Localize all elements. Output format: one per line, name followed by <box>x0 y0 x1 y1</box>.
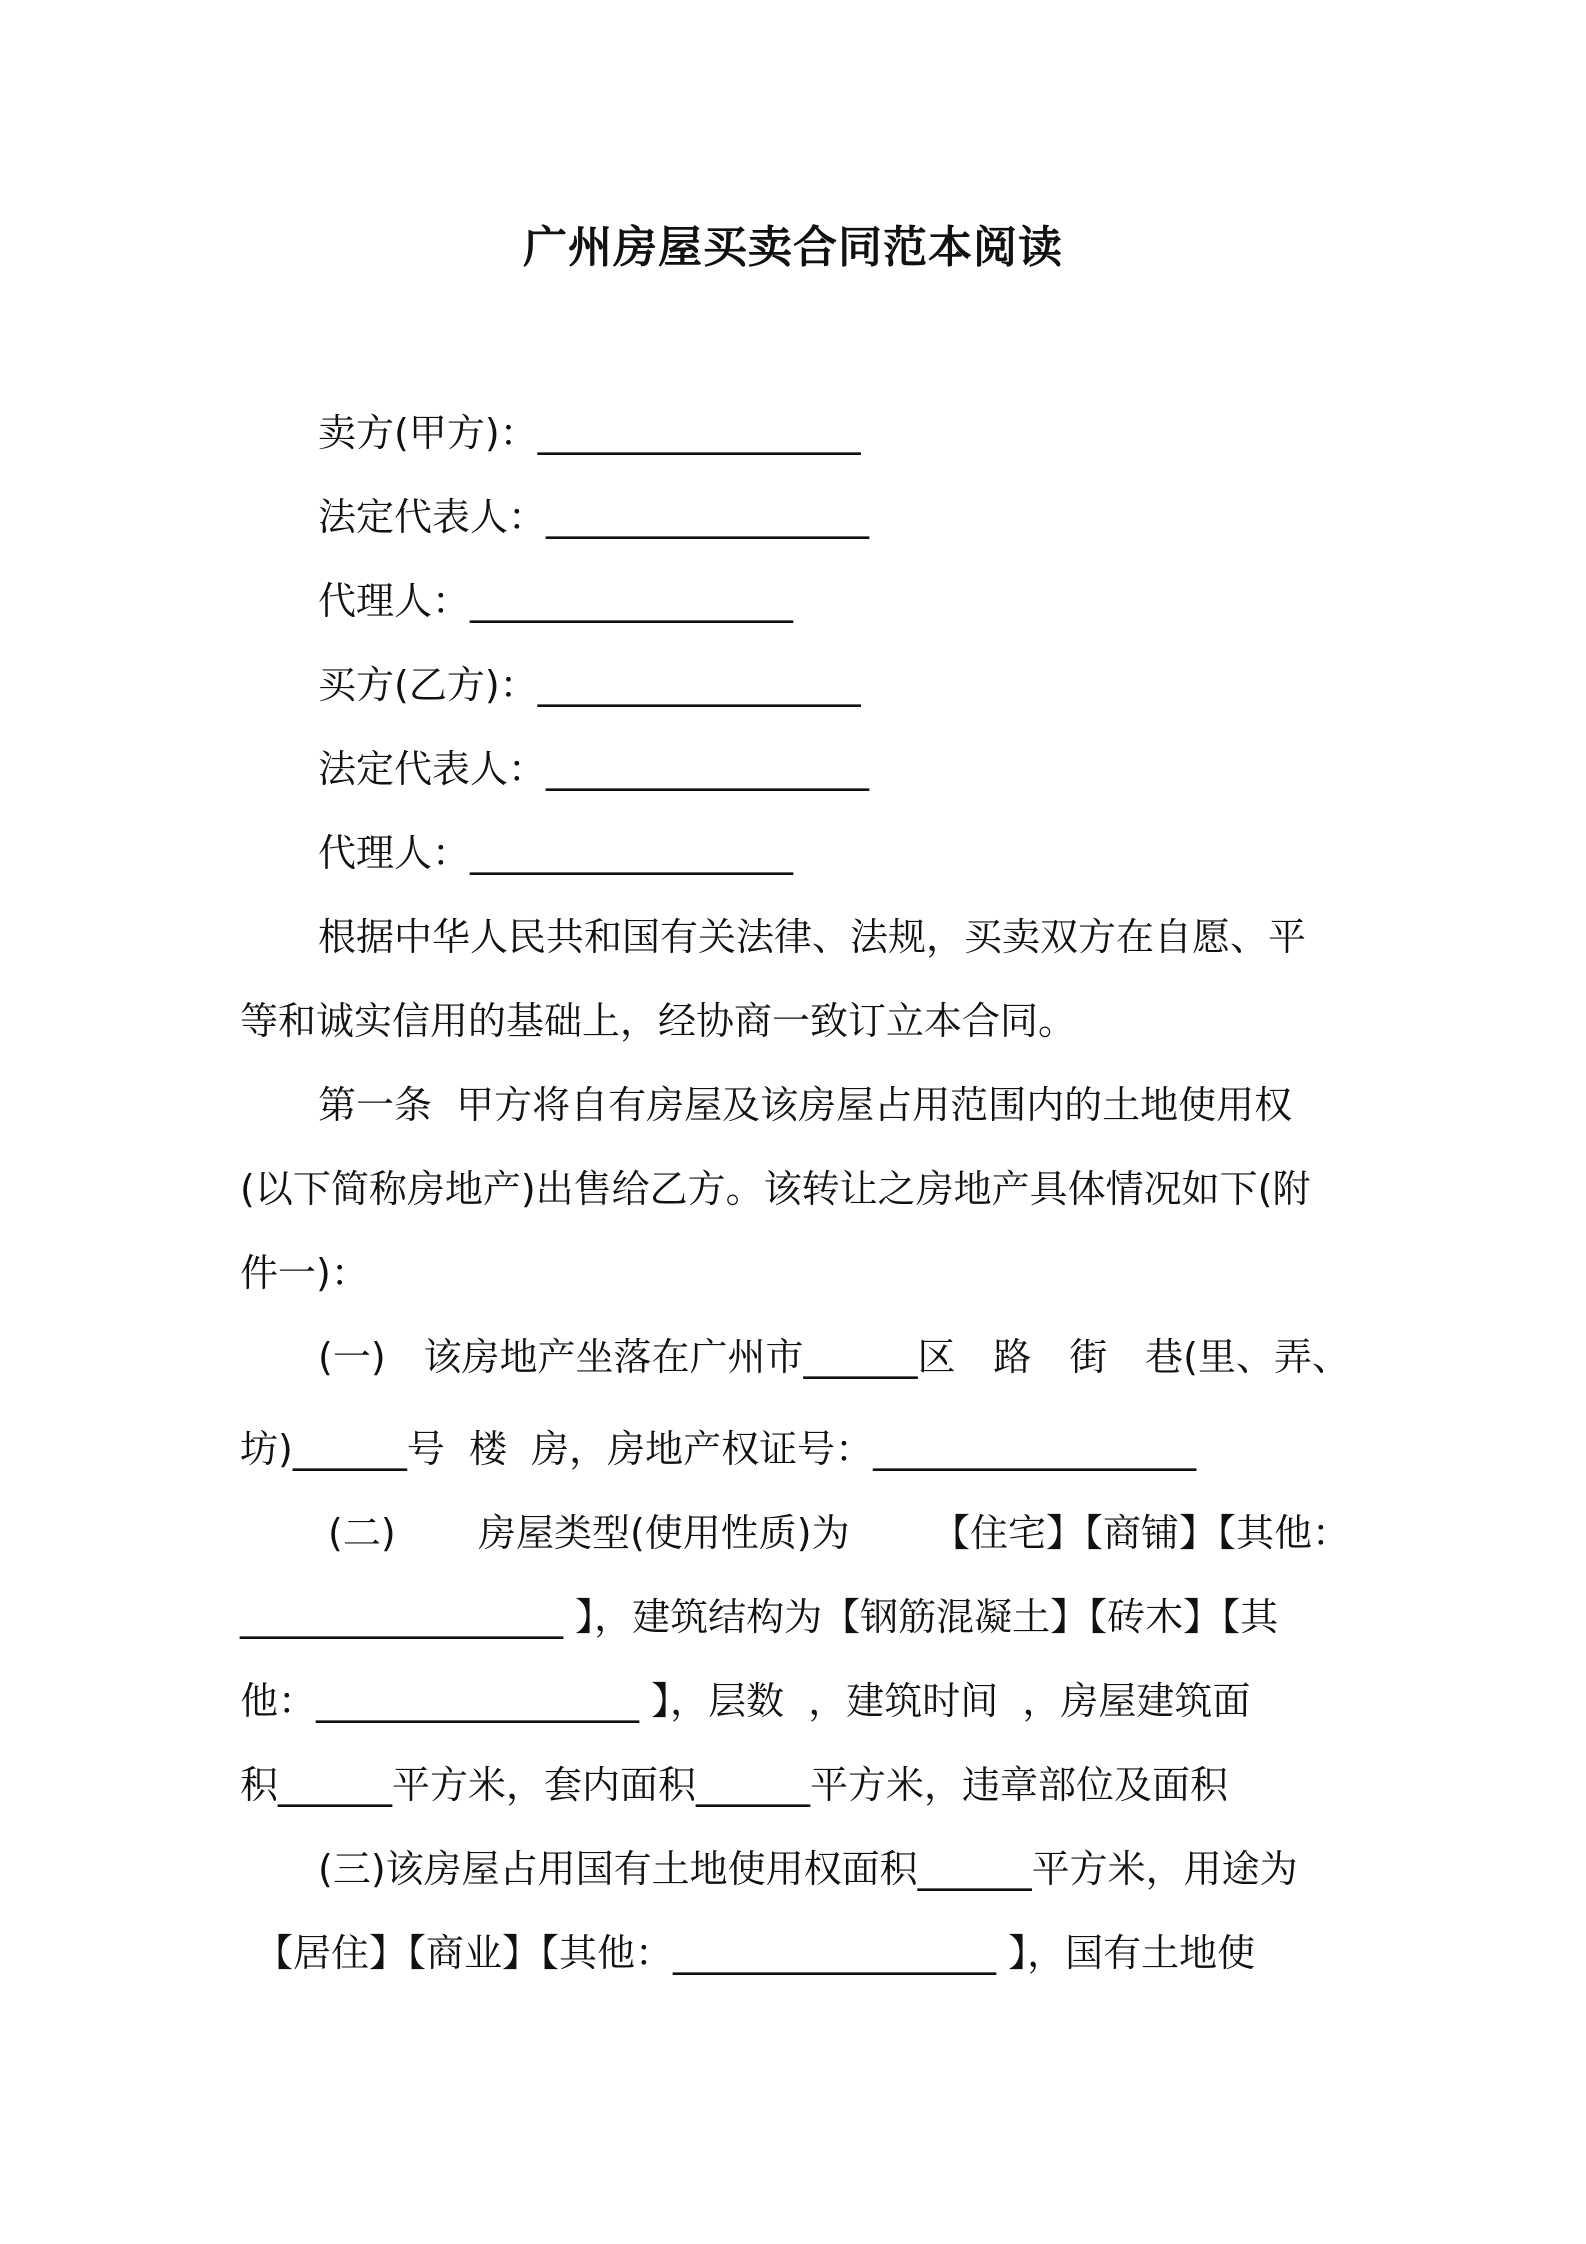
item1-location: 该房地产坐落在广州市______区 <box>423 1335 956 1379</box>
party-seller-agent: 代理人：_________________ <box>318 579 794 623</box>
preamble-line-2: 等和诚实信用的基础上，经协商一致订立本合同。 <box>240 999 1077 1043</box>
article1-line-2: (以下简称房地产)出售给乙方。该转让之房地产具体情况如下(附 <box>240 1167 1311 1211</box>
item1-lane: 巷(里、弄、 <box>1145 1335 1350 1379</box>
item3-line-1: (三)该房屋占用国有土地使用权面积______平方米，用途为 <box>318 1847 1298 1891</box>
item1-line-1 <box>318 1331 1350 1383</box>
party-buyer: 买方(乙方)：_________________ <box>318 663 861 707</box>
article1-line-3: 件一)： <box>240 1251 369 1295</box>
item2-line-3: 他：_________________ 】，层数 ，建筑时间 ，房屋建筑面 <box>240 1679 1251 1723</box>
item1-road: 路 <box>993 1335 1032 1379</box>
document-title: 广州房屋买卖合同范本阅读 <box>523 222 1063 273</box>
item2-line-4: 积______平方米，套内面积______平方米，违章部位及面积 <box>240 1763 1229 1807</box>
item1-line-2: 坊)______号 楼 房，房地产权证号：_________________ <box>240 1427 1197 1471</box>
party-buyer-agent: 代理人：_________________ <box>318 831 794 875</box>
party-seller-legal-rep: 法定代表人：_________________ <box>318 495 870 539</box>
item1-street: 街 <box>1069 1335 1108 1379</box>
item2-type-label: 房屋类型(使用性质)为 <box>477 1511 850 1555</box>
article1-line-1: 第一条 甲方将自有房屋及该房屋占用范围内的土地使用权 <box>318 1083 1293 1127</box>
item2-line-2: _________________ 】，建筑结构为【钢筋混凝土】【砖木】【其 <box>240 1595 1279 1639</box>
item2-line-1 <box>328 1507 1350 1559</box>
item2-type-options: 【住宅】【商铺】【其他： <box>931 1511 1350 1555</box>
party-buyer-legal-rep: 法定代表人：_________________ <box>318 747 870 791</box>
preamble-line-1: 根据中华人民共和国有关法律、法规，买卖双方在自愿、平 <box>318 915 1307 959</box>
item2-number: (二) <box>328 1511 396 1555</box>
item3-line-2: 【居住】【商业】【其他：_________________ 】，国有土地使 <box>255 1931 1256 1975</box>
party-seller: 卖方(甲方)：_________________ <box>318 411 861 455</box>
item1-number: (一) <box>318 1335 386 1379</box>
